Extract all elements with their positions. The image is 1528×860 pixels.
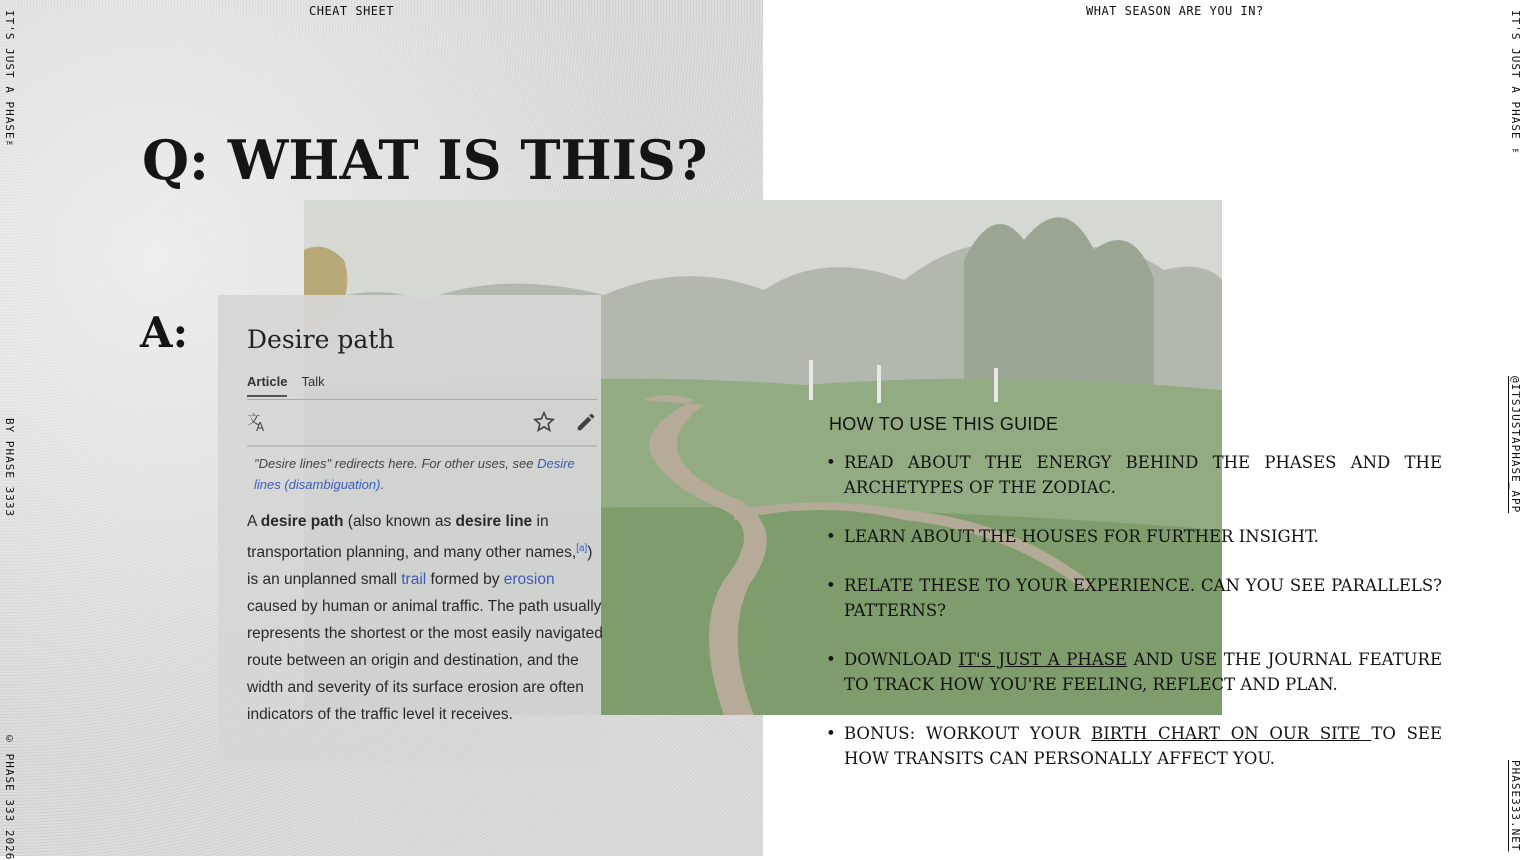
website-link[interactable]: PHASE333.NET <box>1509 760 1522 852</box>
hatnote-end: . <box>380 477 385 492</box>
tab-talk[interactable]: Talk <box>301 374 325 389</box>
guide-item-text: DOWNLOAD <box>844 650 959 669</box>
question-title: Q: WHAT IS THIS? <box>142 128 708 192</box>
wiki-toolbar-divider <box>247 445 597 447</box>
svg-text:A: A <box>256 420 265 433</box>
birth-chart-link[interactable]: BIRTH CHART ON OUR SITE <box>1091 724 1372 743</box>
instagram-link[interactable]: @ITSJUSTAPHASE_APP <box>1509 376 1522 514</box>
wikipedia-card <box>218 295 601 765</box>
pencil-icon[interactable] <box>575 411 597 438</box>
copyright-vertical-label: © PHASE 333 2026 <box>3 732 16 860</box>
body-text: ) is an unplanned small <box>247 544 593 589</box>
guide-item <box>826 721 1442 771</box>
guide-item-text: BONUS: WORKOUT YOUR <box>844 724 1092 743</box>
app-download-link[interactable]: IT'S JUST A PHASE <box>958 650 1128 669</box>
guide-item-text: AND USE THE JOURNAL FEATURE TO TRACK HOW YOU'RE FEELING, REFLECT AND PLAN. <box>844 650 1442 694</box>
wiki-article-body <box>247 508 603 728</box>
body-text: A <box>247 513 261 530</box>
body-text: caused by human or animal traffic. The path usually represents the shortest or the most easily navigated route between an origin and destination, and the width and severity of its surface erosion are often indicators of the traffic level it receives. <box>247 598 603 724</box>
guide-item-text: READ ABOUT THE ENERGY BEHIND THE PHASES AND THE ARCHETYPES OF THE ZODIAC. <box>844 453 1442 497</box>
erosion-link[interactable]: erosion <box>503 571 555 589</box>
body-text: (also known as <box>343 513 456 530</box>
brand-vertical-label-right: IT'S JUST A PHASE ™ <box>1509 10 1522 162</box>
author-vertical-label: BY PHASE 3333 <box>3 418 16 518</box>
hatnote <box>254 453 584 495</box>
body-bold-term: desire line <box>455 513 533 530</box>
translate-icon[interactable] <box>247 411 269 438</box>
trail-link[interactable]: trail <box>401 571 427 589</box>
brand-vertical-label: IT'S JUST A PHASE™ <box>3 10 16 154</box>
tab-article[interactable]: Article <box>247 374 287 397</box>
disambiguation-link[interactable]: Desire lines (disambiguation) <box>254 456 575 492</box>
svg-text:文: 文 <box>247 413 261 428</box>
hatnote-text: "Desire lines" redirects here. For other uses, see <box>254 456 534 471</box>
footnote-link[interactable]: [a] <box>576 543 588 554</box>
body-text: formed by <box>426 571 504 589</box>
guide-item <box>826 573 1442 623</box>
wiki-article-title: Desire path <box>247 325 395 354</box>
guide-item-text: LEARN ABOUT THE HOUSES FOR FURTHER INSIGHT. <box>844 527 1319 546</box>
body-text: in transportation planning, and many other names, <box>247 513 577 562</box>
guide-item-text: TO SEE HOW TRANSITS CAN PERSONALLY AFFECT YOU. <box>844 724 1442 768</box>
season-label: WHAT SEASON ARE YOU IN? <box>1086 4 1264 18</box>
body-bold-term: desire path <box>260 513 344 530</box>
cheat-sheet-label: CHEAT SHEET <box>309 4 394 18</box>
wiki-tabs <box>247 374 325 397</box>
guide-list <box>826 450 1442 795</box>
wiki-toolbar <box>247 411 597 437</box>
star-icon[interactable] <box>533 411 555 438</box>
guide-heading: HOW TO USE THIS GUIDE <box>829 414 1059 434</box>
answer-label: A: <box>140 308 189 357</box>
wiki-tabs-divider <box>247 399 597 400</box>
guide-item <box>826 647 1442 697</box>
guide-item-text: RELATE THESE TO YOUR EXPERIENCE. CAN YOU SEE PARALLELS? PATTERNS? <box>844 576 1442 620</box>
guide-item <box>826 450 1442 500</box>
guide-item <box>826 524 1442 549</box>
